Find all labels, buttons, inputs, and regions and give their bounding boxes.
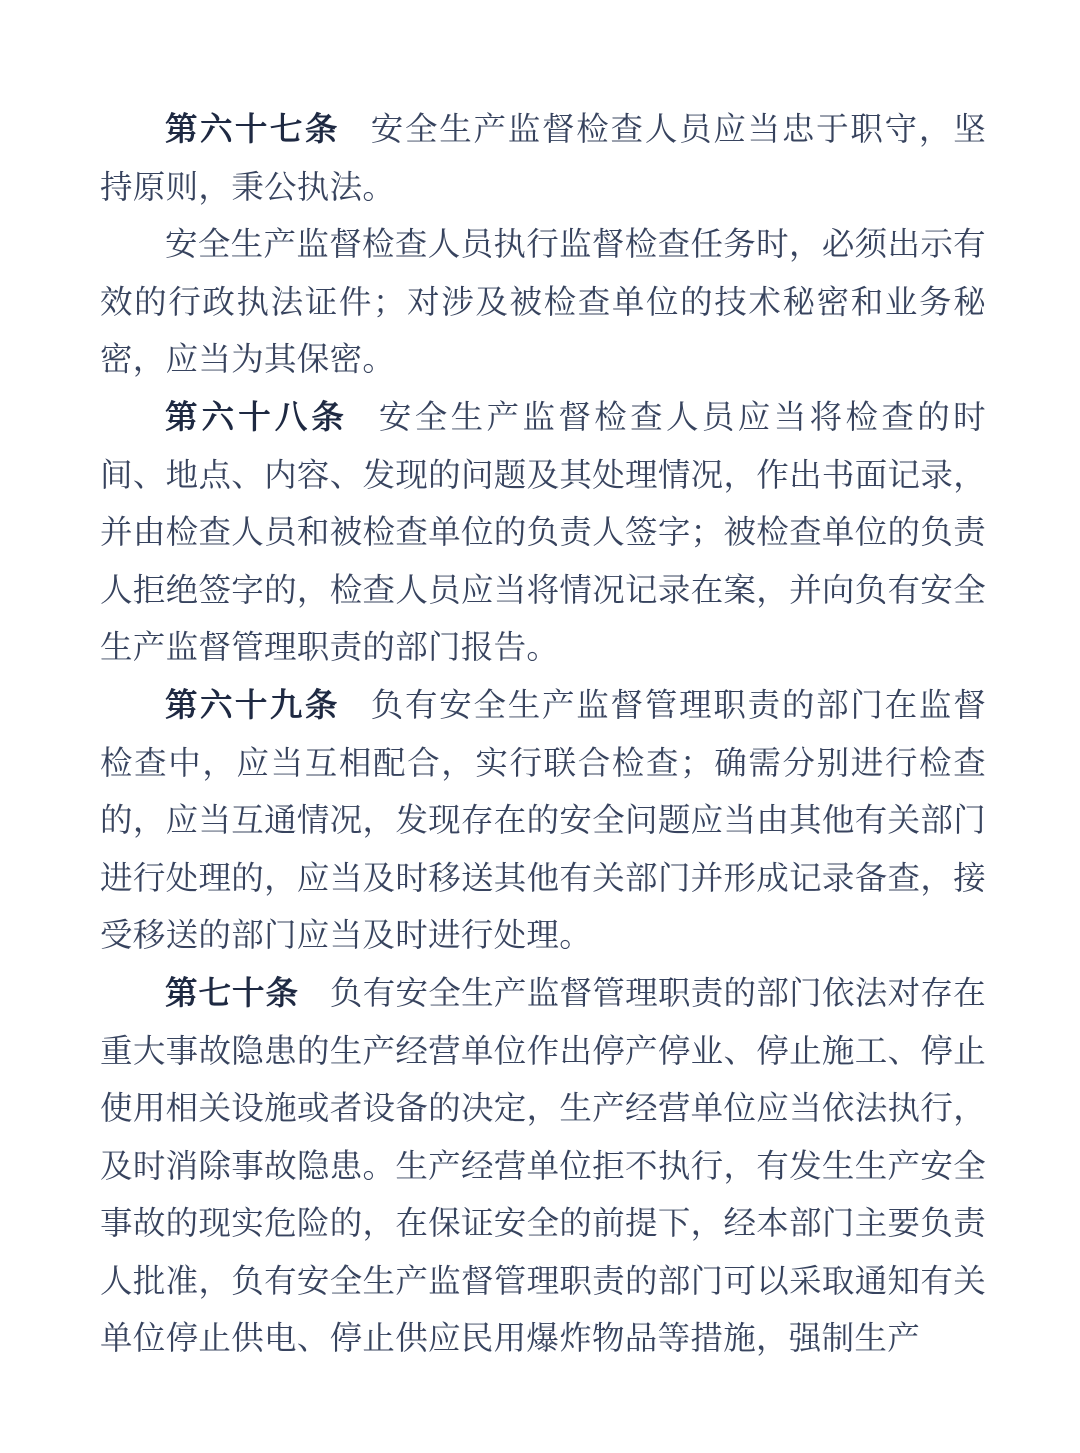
article-67-text-1: 安全生产监督检查人员应当忠于职守，坚持原则，秉公执法。 bbox=[100, 110, 986, 206]
article-67-number: 第六十七条 bbox=[165, 110, 340, 148]
article-69-paragraph-1 bbox=[100, 677, 986, 965]
article-69-number: 第六十九条 bbox=[165, 685, 340, 724]
law-text-block bbox=[100, 101, 986, 1368]
article-68-text-1: 安全生产监督检查人员应当将检查的时间、地点、内容、发现的问题及其处理情况，作出书面记录，并由检查人员和被检查单位的负责人签字；被检查单位的负责人拒绝签字的，检查人员应当将情况记录在案，并向负有安全生产监督管理职责的部门报告。 bbox=[100, 397, 986, 667]
article-70-text-1: 负有安全生产监督管理职责的部门依法对存在重大事故隐患的生产经营单位作出停产停业、停止施工、停止使用相关设施或者设备的决定，生产经营单位应当依法执行，及时消除事故隐患。生产经营单位拒不执行，有发生生产安全事故的现实危险的，在保证安全的前提下，经本部门主要负责人批准，负有安全生产监督管理职责的部门可以采取通知有关单位停止供电、停止供应民用爆炸物品等措施，强制生产 bbox=[100, 973, 986, 1358]
article-67-paragraph-1 bbox=[100, 101, 986, 216]
article-67-paragraph-2 bbox=[100, 216, 986, 389]
article-70-paragraph-1 bbox=[100, 965, 986, 1368]
article-68-paragraph-1 bbox=[100, 389, 986, 677]
article-68-number: 第六十八条 bbox=[165, 397, 348, 436]
article-70-number: 第七十条 bbox=[165, 973, 300, 1012]
article-69-text-1: 负有安全生产监督管理职责的部门在监督检查中，应当互相配合，实行联合检查；确需分别进行检查的，应当互通情况，发现存在的安全问题应当由其他有关部门进行处理的，应当及时移送其他有关部门并形成记录备查，接受移送的部门应当及时进行处理。 bbox=[100, 685, 986, 955]
article-67-text-2: 安全生产监督检查人员执行监督检查任务时，必须出示有效的行政执法证件；对涉及被检查单位的技术秘密和业务秘密，应当为其保密。 bbox=[100, 225, 986, 379]
